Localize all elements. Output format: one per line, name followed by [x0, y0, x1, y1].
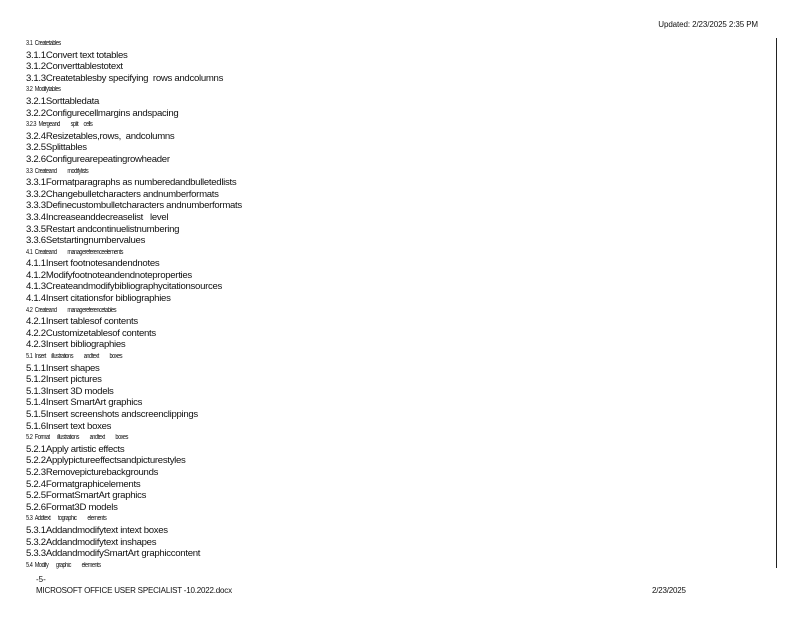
outline-item-number: 3.3.6	[26, 235, 46, 247]
margin-rule	[776, 38, 777, 568]
outline-item-number: 3.3.2	[26, 188, 46, 200]
outline-item-text: Apply artistic effects	[45, 443, 125, 455]
outline-item-number: 3.3.1	[26, 177, 46, 189]
outline-item	[26, 108, 766, 120]
section-heading	[26, 513, 618, 525]
section-heading	[26, 247, 618, 259]
outline-item-text: Setstartingnumbervalues	[45, 235, 146, 247]
outline-item-number: 5.2.5	[26, 490, 46, 502]
outline-item-number: 5.2.4	[26, 478, 46, 490]
outline-item-text: Mergeand split cells	[38, 121, 93, 129]
outline-item-number: 3.2.2	[26, 107, 46, 119]
outline-item-number: 4.1.3	[26, 281, 46, 293]
outline-item-text: Resizetables,rows, andcolumns	[45, 130, 175, 142]
outline-item	[26, 177, 766, 189]
outline-item-number: 3.1.1	[26, 49, 46, 61]
section-heading	[26, 166, 618, 178]
outline-item-number: 3.3.4	[26, 211, 46, 223]
outline-item-number: 3.3.3	[26, 200, 46, 212]
footer-page-number: -5-	[36, 575, 46, 584]
outline-item-text: Createand modifylists	[34, 167, 89, 175]
section-heading	[26, 84, 618, 96]
outline-item-number: 4.2.2	[26, 327, 46, 339]
outline-item	[26, 200, 766, 212]
outline-item-number: 4.1	[26, 248, 33, 256]
outline-item-number: 5.3	[26, 515, 33, 523]
outline-item-number: 3.2.1	[26, 95, 46, 107]
outline-item-number: 5.1	[26, 353, 33, 361]
outline-item	[26, 339, 766, 351]
outline-item-text: Insert shapes	[45, 362, 100, 374]
outline-item-text: Format illustrations andtext boxes	[34, 434, 128, 442]
outline-item	[26, 293, 766, 305]
outline-item-number: 3.2.6	[26, 153, 46, 165]
outline-item-text: Configurecellmargins andspacing	[45, 107, 179, 119]
outline-item-number: 5.3.3	[26, 548, 46, 560]
outline-item-number: 5.3.1	[26, 524, 46, 536]
outline-item-number: 4.2.1	[26, 316, 46, 328]
outline-item	[26, 73, 766, 85]
outline-item-text: Insert screenshots andscreenclippings	[45, 409, 198, 420]
outline-item-number: 4.1.4	[26, 293, 46, 305]
outline-item-text: Format3D models	[45, 501, 118, 513]
outline-item	[26, 224, 766, 236]
outline-item	[26, 490, 766, 502]
outline-item	[26, 467, 766, 479]
outline-item-number: 3.2	[26, 86, 33, 94]
outline-item-text: Increaseanddecreaselist level	[45, 211, 169, 223]
outline-item-text: Insert citationsfor bibliographies	[45, 293, 171, 305]
outline-item-number: 5.1.1	[26, 362, 46, 374]
outline-item-text: Converttablestotext	[45, 61, 123, 73]
outline-item-number: 4.2	[26, 306, 33, 314]
outline-item-text: AddandmodifySmartArt graphiccontent	[45, 548, 201, 560]
outline-item-text: Insert footnotesandendnotes	[45, 258, 160, 270]
outline-item-text: Insert SmartArt graphics	[45, 397, 143, 409]
outline-item-text: Configurearepeatingrowheader	[45, 153, 170, 165]
section-heading	[26, 432, 618, 444]
outline-item-text: Applypictureeffectsandpicturestyles	[45, 455, 186, 467]
outline-item-text: Customizetablesof contents	[45, 327, 156, 339]
outline-item-text: Sorttabledata	[45, 95, 100, 107]
outline-item-number: 5.3.2	[26, 536, 46, 548]
footer-document-title: MICROSOFT OFFICE USER SPECIALIST -10.2022.docx	[36, 586, 232, 595]
outline-item	[26, 189, 766, 201]
outline-item-number: 5.1.4	[26, 397, 46, 409]
outline-item	[26, 525, 766, 537]
outline-item	[26, 281, 766, 293]
outline-item-text: Addtext tographic elements	[34, 515, 107, 523]
outline-item-text: Insert pictures	[45, 374, 102, 386]
outline-item-text: Splittables	[45, 142, 87, 154]
outline-item	[26, 386, 766, 398]
outline-item-text: Createtablesby specifying rows andcolumns	[45, 72, 224, 84]
outline-item	[26, 374, 766, 386]
outline-item-text: Insert text boxes	[45, 420, 112, 432]
outline-item-text: Removepicturebackgrounds	[45, 466, 159, 478]
outline-item-number: 5.2.3	[26, 466, 46, 478]
outline-item-text: Insert 3D models	[45, 385, 114, 397]
outline-item	[26, 154, 766, 166]
outline-item-number: 5.1.5	[26, 409, 46, 420]
outline-item-number: 5.2.1	[26, 443, 46, 455]
outline-item	[26, 328, 766, 340]
outline-item-number: 3.2.4	[26, 130, 46, 142]
outline-item-number: 3.1.3	[26, 72, 46, 84]
outline-item-text: Insert tablesof contents	[45, 316, 138, 328]
outline-item	[26, 409, 766, 421]
outline-item-number: 3.1.2	[26, 61, 46, 73]
outline-item-text: Convert text totables	[45, 49, 128, 61]
outline-item	[26, 502, 766, 514]
outline-item	[26, 235, 766, 247]
outline-item-number: 4.2.3	[26, 339, 46, 351]
outline-item	[26, 61, 766, 73]
outline-item-text: Modifytables	[34, 86, 61, 94]
outline-item	[26, 537, 766, 549]
section-heading	[26, 305, 618, 317]
outline-item-text: Createtables	[34, 40, 61, 47]
outline-item-number: 4.1.2	[26, 269, 46, 281]
outline-item-text: Modify graphic elements	[34, 561, 101, 569]
outline-item	[26, 212, 766, 224]
outline-item-number: 3.3	[26, 167, 33, 175]
outline-item-text: Createand managereferenceelements	[34, 248, 123, 256]
outline-item	[26, 142, 766, 154]
section-heading	[26, 119, 618, 131]
section-heading	[26, 560, 618, 572]
outline-item-text: Createand managereferencetables	[34, 306, 117, 314]
outline-item-number: 5.1.3	[26, 385, 46, 397]
outline-item-number: 4.1.1	[26, 258, 46, 270]
outline-item	[26, 270, 766, 282]
outline-item-text: Formatparagraphs as numberedandbulletedlists	[45, 177, 237, 189]
outline-item	[26, 258, 766, 270]
syllabus-outline	[26, 38, 766, 571]
updated-timestamp: Updated: 2/23/2025 2:35 PM	[658, 20, 758, 29]
outline-item-number: 3.1	[26, 40, 33, 47]
outline-item-text: Definecustombulletcharacters andnumberformats	[45, 200, 242, 212]
outline-item	[26, 316, 766, 328]
outline-item-number: 5.2	[26, 434, 33, 442]
outline-item-text: Insert bibliographies	[45, 339, 126, 351]
outline-item-text: FormatSmartArt graphics	[45, 490, 147, 502]
outline-item-number: 5.4	[26, 561, 33, 569]
outline-item-text: Formatgraphicelements	[45, 478, 141, 490]
outline-item	[26, 397, 766, 409]
section-heading	[26, 351, 618, 363]
outline-item-number: 3.2.5	[26, 142, 46, 154]
outline-item-text: Modifyfootnoteandendnoteproperties	[45, 269, 192, 281]
footer-date: 2/23/2025	[652, 586, 686, 595]
outline-item	[26, 96, 766, 108]
outline-item-text: Createandmodifybibliographycitationsources	[45, 281, 223, 293]
outline-item-text: Restart andcontinuelistnumbering	[45, 223, 180, 235]
outline-item	[26, 455, 766, 467]
outline-item-number: 5.1.2	[26, 374, 46, 386]
outline-item-text: Addandmodifytext intext boxes	[45, 524, 168, 536]
section-heading	[26, 38, 618, 50]
outline-item-number: 3.3.5	[26, 223, 46, 235]
outline-item	[26, 548, 766, 560]
outline-item-number: 5.2.6	[26, 501, 46, 513]
outline-item	[26, 50, 766, 62]
outline-item-number: 5.2.2	[26, 455, 46, 467]
outline-item-text: Changebulletcharacters andnumberformats	[45, 188, 219, 200]
outline-item-number: 3.2.3	[26, 121, 37, 129]
outline-item-text: Addandmodifytext inshapes	[45, 536, 157, 548]
outline-item	[26, 444, 766, 456]
outline-item	[26, 363, 766, 375]
outline-item-number: 5.1.6	[26, 420, 46, 432]
outline-item	[26, 421, 766, 433]
outline-item	[26, 131, 766, 143]
outline-item	[26, 479, 766, 491]
outline-item-text: Insert illustrations andtext boxes	[34, 353, 123, 361]
